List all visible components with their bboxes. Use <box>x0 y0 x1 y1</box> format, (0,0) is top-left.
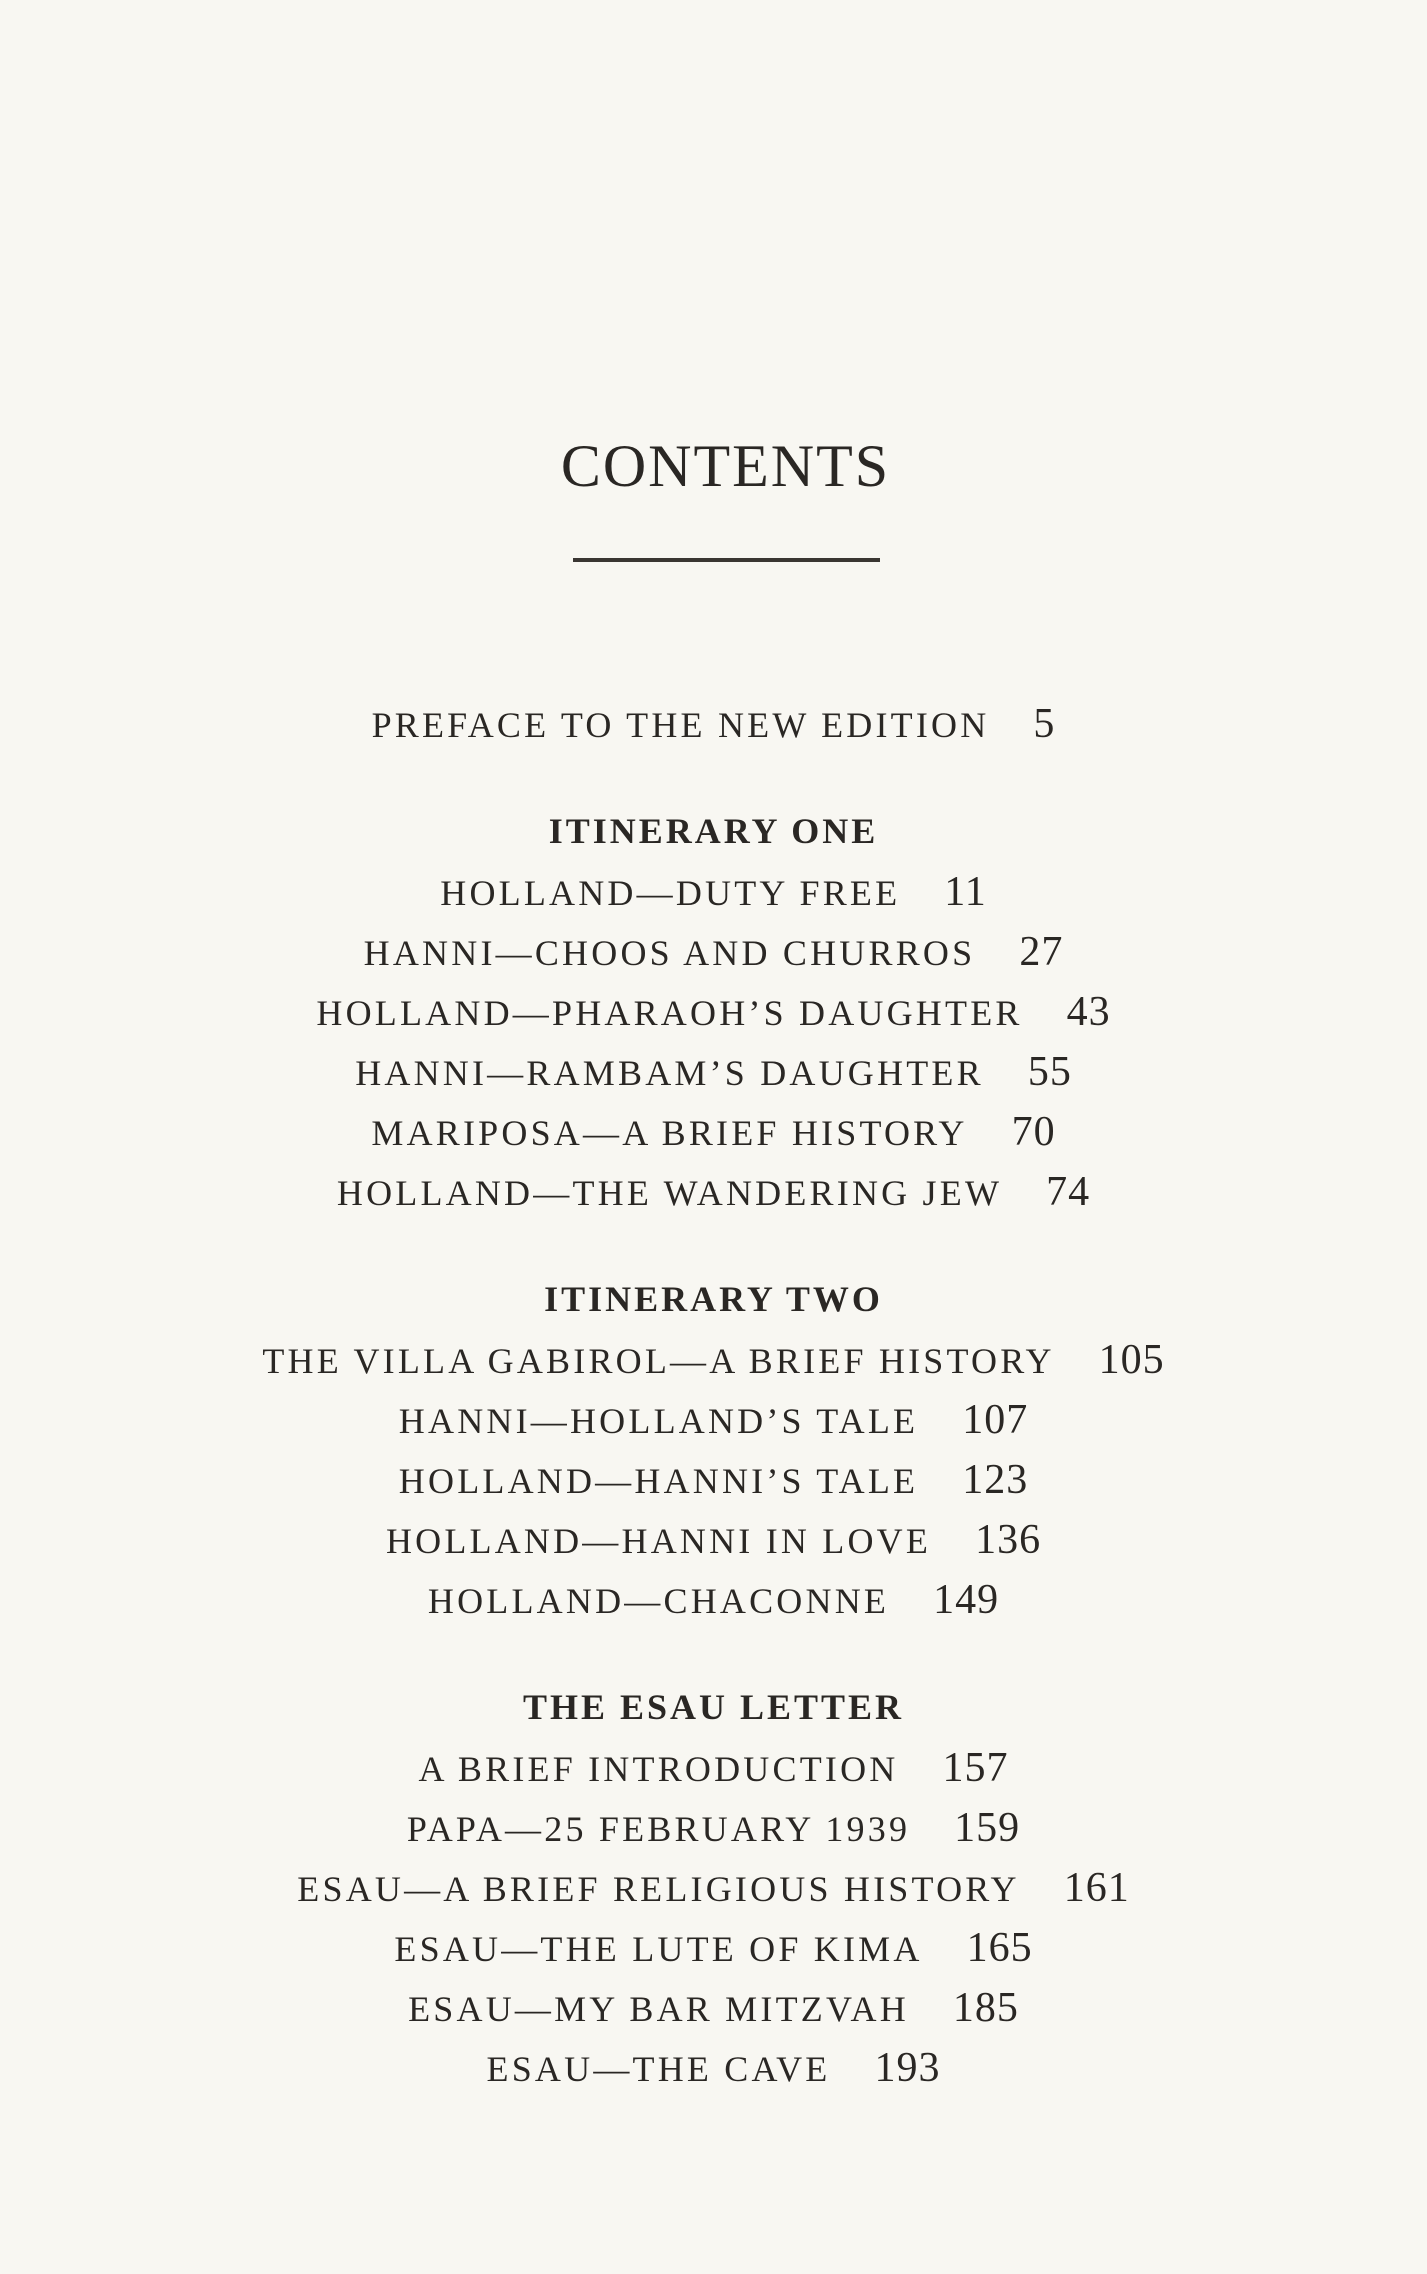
toc-entry <box>0 1456 1427 1504</box>
toc-entry-page: 193 <box>874 2045 941 2091</box>
toc-entry-page: 11 <box>944 869 987 915</box>
toc-entry-label: HOLLAND—DUTY FREE <box>440 873 901 913</box>
section-heading-itinerary-two: ITINERARY TWO <box>544 1279 883 1319</box>
section-heading-itinerary-one: ITINERARY ONE <box>548 811 879 851</box>
toc-entry-page: 165 <box>966 1925 1033 1971</box>
page-title: CONTENTS <box>560 433 891 499</box>
toc-entry-label: PAPA—25 FEBRUARY 1939 <box>406 1809 911 1849</box>
toc-entry <box>0 1576 1427 1624</box>
toc-entry-label: THE VILLA GABIROL—A BRIEF HISTORY <box>262 1341 1055 1381</box>
toc-entry-label: ESAU—THE LUTE OF KIMA <box>394 1929 923 1969</box>
toc-entry-label: HOLLAND—THE WANDERING JEW <box>336 1173 1003 1213</box>
toc-entry-page: 157 <box>942 1745 1009 1791</box>
toc-entry-page: 161 <box>1063 1865 1130 1911</box>
toc-entry-page: 123 <box>962 1457 1029 1503</box>
toc-entry <box>0 1744 1427 1792</box>
toc-entry-label: HOLLAND—HANNI IN LOVE <box>385 1521 932 1561</box>
toc-entry <box>0 1924 1427 1972</box>
toc-entry <box>0 1336 1427 1384</box>
toc-entry-label: HANNI—CHOOS AND CHURROS <box>363 933 976 973</box>
toc-entry-page: 55 <box>1027 1049 1072 1095</box>
toc-entry-page: 107 <box>962 1397 1029 1443</box>
title-divider <box>573 558 880 562</box>
toc-entry <box>0 988 1427 1036</box>
toc-entry-page: 149 <box>933 1577 1000 1623</box>
toc-entry-label: HOLLAND—CHACONNE <box>427 1581 890 1621</box>
toc-entry <box>0 1048 1427 1096</box>
toc-entry-preface <box>0 700 1427 748</box>
toc-entry <box>0 868 1427 916</box>
toc-entry-label: HOLLAND—PHARAOH’S DAUGHTER <box>316 993 1023 1033</box>
toc-entry-label: HANNI—HOLLAND’S TALE <box>398 1401 919 1441</box>
toc-entry <box>0 1984 1427 2032</box>
toc-entry <box>0 1396 1427 1444</box>
toc-entry <box>0 1864 1427 1912</box>
toc-entry-label: PREFACE TO THE NEW EDITION <box>371 705 990 745</box>
toc-entry-label: MARIPOSA—A BRIEF HISTORY <box>371 1113 968 1153</box>
toc-entry-label: HANNI—RAMBAM’S DAUGHTER <box>355 1053 984 1093</box>
toc-entry-page: 5 <box>1033 701 1056 747</box>
toc-entry-page: 43 <box>1066 989 1111 1035</box>
toc-entry-page: 27 <box>1019 929 1064 975</box>
toc-entry-label: HOLLAND—HANNI’S TALE <box>398 1461 919 1501</box>
toc-entry-label: ESAU—MY BAR MITZVAH <box>408 1989 909 2029</box>
toc-entry-label: A BRIEF INTRODUCTION <box>418 1749 899 1789</box>
toc-entry-page: 70 <box>1011 1109 1056 1155</box>
toc-entry <box>0 1108 1427 1156</box>
toc-entry-page: 185 <box>952 1985 1019 2031</box>
toc-entry <box>0 1168 1427 1216</box>
section-heading-esau-letter: THE ESAU LETTER <box>522 1687 905 1727</box>
toc-entry <box>0 2044 1427 2092</box>
toc-entry-label: ESAU—A BRIEF RELIGIOUS HISTORY <box>297 1869 1020 1909</box>
toc-entry-page: 105 <box>1098 1337 1165 1383</box>
toc-entry <box>0 1804 1427 1852</box>
toc-entry-label: ESAU—THE CAVE <box>486 2049 831 2089</box>
toc-entry <box>0 1516 1427 1564</box>
toc-entry <box>0 928 1427 976</box>
toc-entry-page: 159 <box>954 1805 1021 1851</box>
toc-entry-page: 136 <box>975 1517 1042 1563</box>
toc-entry-page: 74 <box>1046 1169 1091 1215</box>
